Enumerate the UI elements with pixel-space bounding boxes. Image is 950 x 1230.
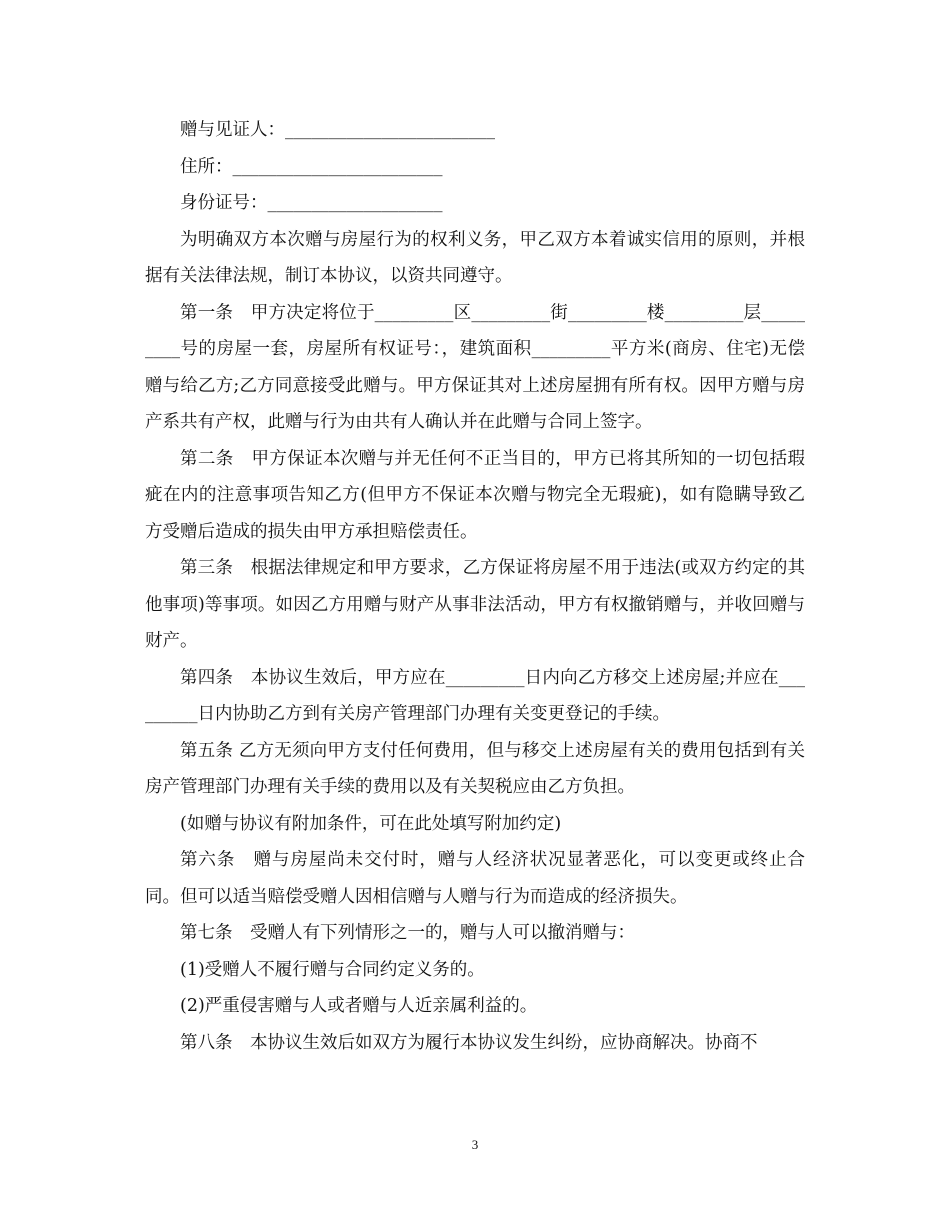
article-3-paragraph: 第三条 根据法律规定和甲方要求，乙方保证将房屋不用于违法(或双方约定的其他事项)等事项。如因乙方用赠与财产从事非法活动，甲方有权撤销赠与，并收回赠与财产。 (145, 558, 805, 651)
article-5-paragraph: 第五条 乙方无须向甲方支付任何费用，但与移交上述房屋有关的费用包括到有关房产管理部门办理有关手续的费用以及有关契税应由乙方负担。 (145, 740, 805, 797)
id-number-line: 身份证号：____________________ (180, 193, 443, 213)
document-body (145, 112, 805, 1061)
page-number: 3 (471, 1137, 479, 1152)
witness-line: 赠与见证人：________________________ (180, 120, 495, 140)
article-6-paragraph: 第六条 赠与房屋尚未交付时，赠与人经济状况显著恶化，可以变更或终止合同。但可以适当赔偿受赠人因相信赠与人赠与行为而造成的经济损失。 (145, 850, 805, 907)
article-7-paragraph: 第七条 受赠人有下列情形之一的，赠与人可以撤消赠与： (180, 923, 635, 943)
address-line: 住所：________________________ (180, 156, 443, 177)
article-7-item-1: (1)受赠人不履行赠与合同约定义务的。 (180, 959, 485, 980)
article-8-paragraph: 第八条 本协议生效后如双方为履行本协议发生纠纷，应协商解决。协商不 (180, 1032, 758, 1053)
article-2-paragraph: 第二条 甲方保证本次赠与并无任何不正当目的，甲方已将其所知的一切包括瑕疵在内的注意事项告知乙方(但甲方不保证本次赠与物完全无瑕疵)，如有隐瞒导致乙方受赠后造成的损失由甲方承担赔偿责任。 (145, 448, 805, 542)
preamble-paragraph: 为明确双方本次赠与房屋行为的权利义务，甲乙双方本着诚实信用的原则，并根据有关法律法规，制订本协议，以资共同遵守。 (145, 229, 805, 286)
additional-terms-note: (如赠与协议有附加条件，可在此处填写附加约定) (180, 813, 562, 834)
article-4-paragraph: 第四条 本协议生效后，甲方应在_________日内向乙方移交上述房屋;并应在_________日内协助乙方到有关房产管理部门办理有关变更登记的手续。 (145, 667, 805, 724)
article-1-paragraph: 第一条 甲方决定将位于_________区_________街_________楼_________层_________号的房屋一套，房屋所有权证号：，建筑面积_________平方米(商房、住宅)无偿赠与给乙方;乙方同意接受此赠与。甲方保证其对上述房屋拥有所有权。因甲方赠与房产系共有产权，此赠与行为由共有人确认并在此赠与合同上签字。 (145, 302, 805, 432)
article-7-item-2: (2)严重侵害赠与人或者赠与人近亲属利益的。 (180, 996, 538, 1016)
